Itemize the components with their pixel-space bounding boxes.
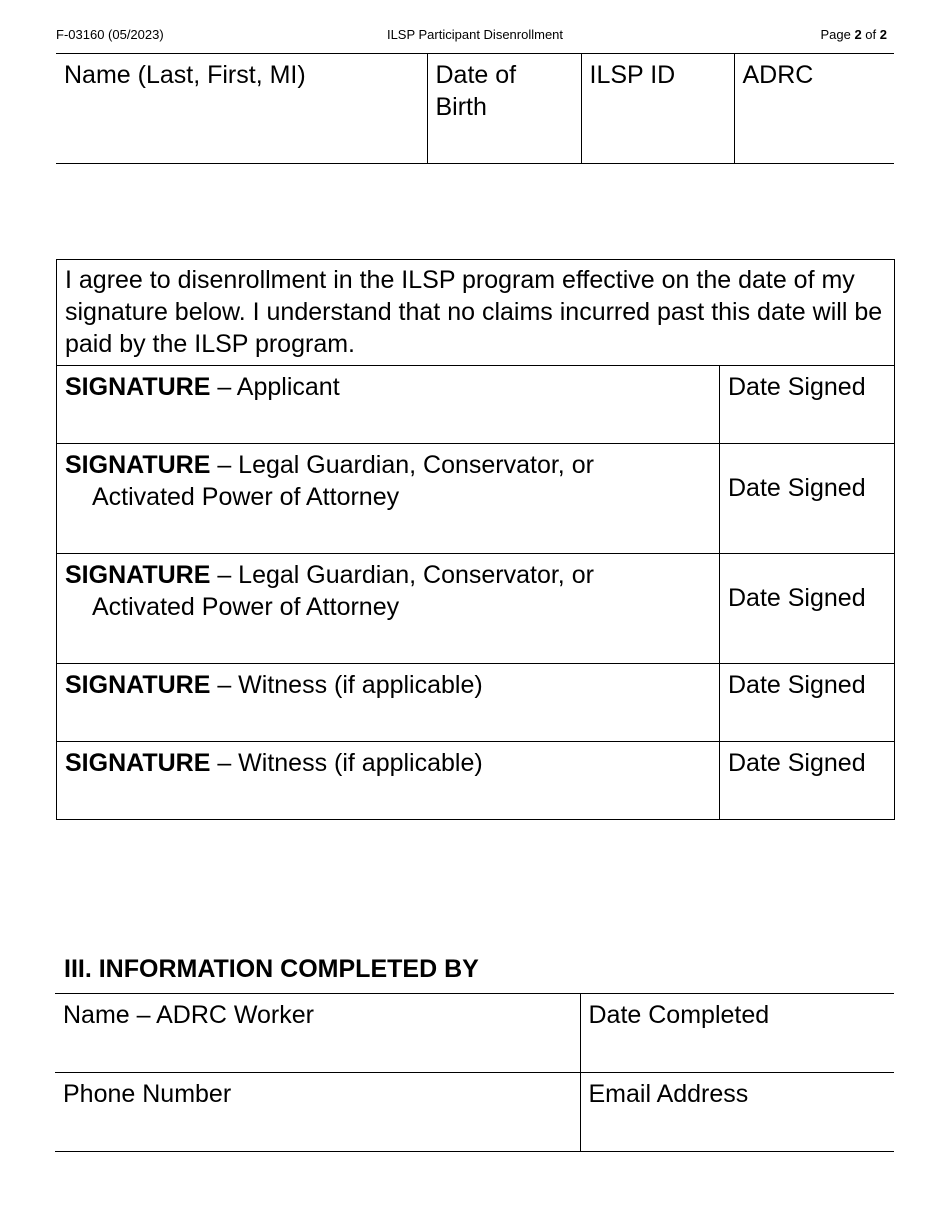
signature-guardian-field[interactable]: SIGNATURE – Legal Guardian, Conservator, or Activated Power of Attorney [57, 444, 720, 554]
phone-number-field[interactable]: Phone Number [55, 1073, 580, 1152]
date-signed-guardian-field[interactable]: Date Signed [720, 444, 895, 554]
date-signed-witness-field[interactable]: Date Signed [720, 664, 895, 742]
email-address-field[interactable]: Email Address [580, 1073, 894, 1152]
signature-witness-2-field[interactable]: SIGNATURE – Witness (if applicable) [57, 742, 720, 820]
signature-table [56, 259, 895, 820]
form-number: F-03160 (05/2023) [56, 27, 164, 42]
date-completed-field[interactable]: Date Completed [580, 994, 894, 1073]
section-3-title: III. INFORMATION COMPLETED BY [64, 955, 479, 983]
signature-guardian-2-field[interactable]: SIGNATURE – Legal Guardian, Conservator, or Activated Power of Attorney [57, 554, 720, 664]
adrc-worker-name-field[interactable]: Name – ADRC Worker [55, 994, 580, 1073]
adrc-field[interactable]: ADRC [734, 54, 894, 164]
completed-by-table [55, 993, 894, 1152]
agreement-statement: I agree to disenrollment in the ILSP program effective on the date of my signature below. I understand that no claims incurred past this date will be paid by the ILSP program. [57, 260, 895, 366]
form-title: ILSP Participant Disenrollment [386, 27, 564, 42]
signature-applicant-field[interactable]: SIGNATURE – Applicant [57, 366, 720, 444]
page-indicator: Page 2 of 2 [820, 27, 887, 42]
date-signed-applicant-field[interactable]: Date Signed [720, 366, 895, 444]
name-field[interactable]: Name (Last, First, MI) [56, 54, 427, 164]
date-signed-witness-2-field[interactable]: Date Signed [720, 742, 895, 820]
ilsp-id-field[interactable]: ILSP ID [581, 54, 734, 164]
signature-witness-field[interactable]: SIGNATURE – Witness (if applicable) [57, 664, 720, 742]
identity-table [56, 53, 894, 164]
dob-field[interactable]: Date of Birth [427, 54, 581, 164]
date-signed-guardian-2-field[interactable]: Date Signed [720, 554, 895, 664]
